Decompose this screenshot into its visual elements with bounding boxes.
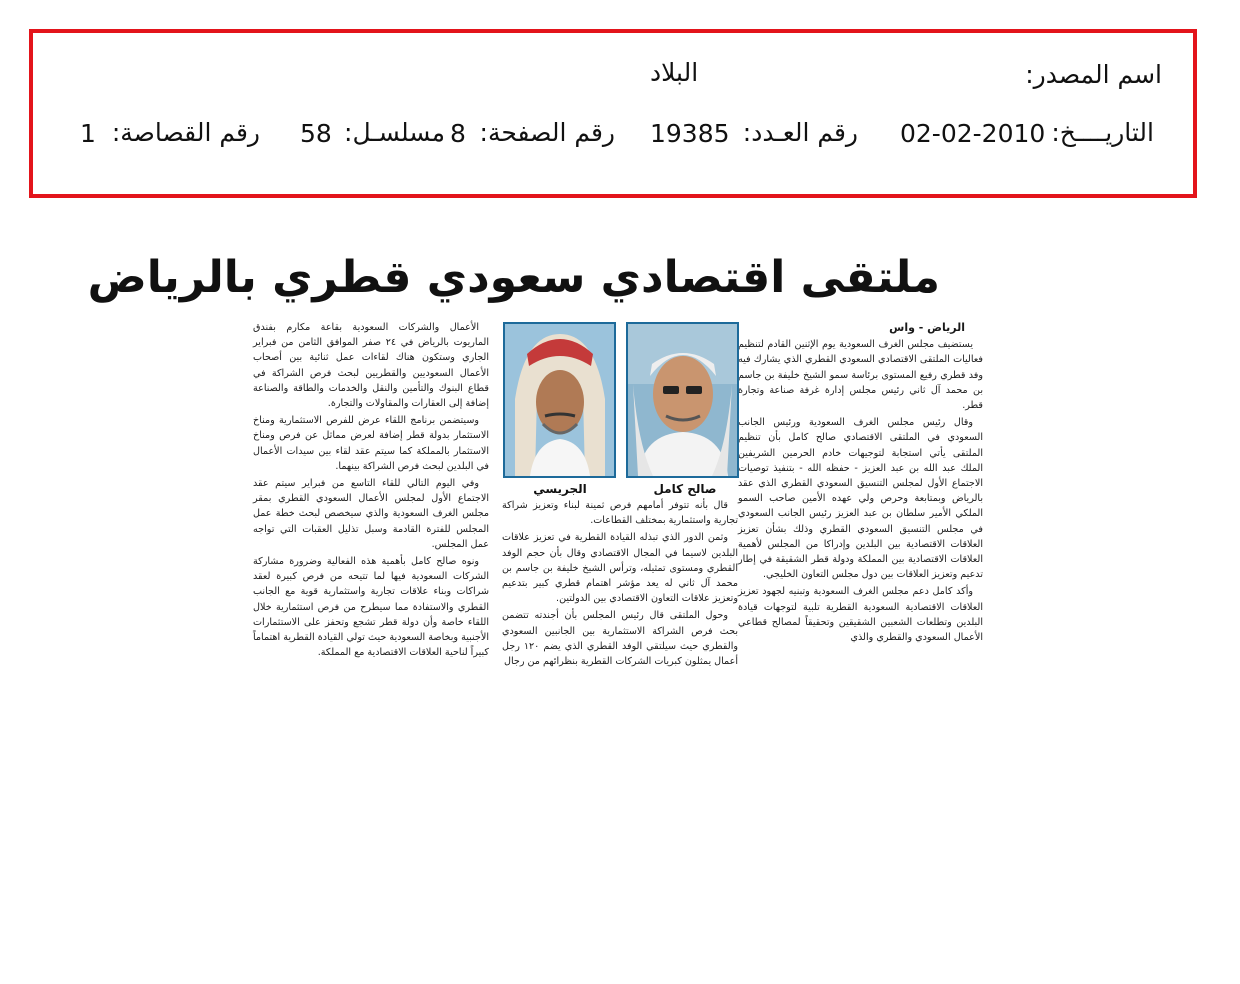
paragraph: قال بأنه تتوفر أمامهم فرص ثمينة لبناء وتعزيز شراكة تجارية واستثمارية بمختلف القطاعات. bbox=[502, 500, 738, 527]
article-dateline: الرياض - واس bbox=[889, 321, 965, 334]
paragraph: يستضيف مجلس الغرف السعودية يوم الإثنين القادم لتنظيم فعاليات الملتقى الاقتصادي السعودي القطري الذي يشارك فيه وفد قطري رفيع المستوى برئاسة سمو الشيخ خليفة بن جاسم بن محمد آل ثاني رئيس مجلس إدارة غرفة صناعة وتجارة قطر. bbox=[738, 339, 983, 412]
issue-value: 19385 bbox=[650, 119, 730, 148]
paragraph: ونوه صالح كامل بأهمية هذه الفعالية وضرورة مشاركة الشركات السعودية فيها لما تتيحه من فرص كبيرة لعقد شراكات وبناء علاقات تجارية واستثمارية قوية مع الجانب القطري والاستفادة مما سيطرح من فرص استثمارية خلال اللقاء خاصة وأن دولة قطر تشجع وتحفز على الاستثمارات الأجنبية وبخاصة السعودية حيث تولي القيادة القطرية اهتماماً كبيراً لناحية العلاقات الاقتصادية مع المملكة. bbox=[253, 556, 489, 659]
article-headline: ملتقى اقتصادي سعودي قطري بالرياض bbox=[87, 252, 940, 303]
source-label: اسم المصدر: bbox=[1025, 60, 1162, 89]
article-column-1 bbox=[738, 320, 983, 647]
portrait-photo-aljuraisy bbox=[503, 322, 616, 478]
page-value: 8 bbox=[450, 119, 466, 148]
paragraph: وثمن الدور الذي تبذله القيادة القطرية في تعزيز علاقات البلدين لاسيما في المجال الاقتصادي وقال بأن حجم الوفد القطري ومستوى تمثيله، وترأس الشيخ خليفة بن جاسم بن محمد آل ثاني له يعد مؤشر اهتمام قطري كبير بتدعيم وتعزيز علاقات التعاون الاقتصادي بين الدولتين. bbox=[502, 532, 738, 605]
serial-value: 58 bbox=[300, 119, 332, 148]
article-column-2 bbox=[502, 498, 738, 671]
paragraph: الأعمال والشركات السعودية بقاعة مكارم بفندق الماريوت بالرياض في ٢٤ صفر الموافق الثامن من فبراير الجاري وستكون هناك لقاءات عمل ثنائية بين أصحاب الأعمال السعوديين والقطريين لبحث فرص الشراكة في قطاع البنوك والتأمين والنقل والخدمات والطاقة والصناعة إضافة إلى العقارات والمقاولات والتجارة. bbox=[253, 322, 489, 410]
paragraph: وسيتضمن برنامج اللقاء عرض للفرص الاستثمارية ومناخ الاستثمار بدولة قطر إضافة لعرض مماثل عن فرص ومناخ الاستثمار بالمملكة كما سيتم عقد لقاء بين سيدات الأعمال في البلدين لبحث فرص الشراكة بينهما. bbox=[253, 415, 489, 472]
paragraph: وحول الملتقى قال رئيس المجلس بأن أجندته تتضمن بحث فرص الشراكة الاستثمارية بين الجانبين السعودي والقطري حيث سيلتقي الوفد القطري الذي يضم ١٢٠ رجل أعمال يمثلون كبريات الشركات القطرية بنظرائهم من رجال bbox=[502, 610, 738, 668]
clip-value: 1 bbox=[80, 119, 96, 148]
issue-label: رقم العـدد: bbox=[742, 118, 858, 147]
paragraph: وفي اليوم التالي للقاء التاسع من فبراير سيتم عقد الاجتماع الأول لمجلس الأعمال السعودي القطري بمقر مجلس الغرف السعودية والذي سيخصص لبحث خطة عمل المجلس للفترة القادمة وسبل تذليل العقبات التي تواجه عمل المجلس. bbox=[253, 478, 489, 550]
source-value: البلاد bbox=[650, 58, 699, 87]
photo-caption: صالح كامل bbox=[653, 482, 717, 496]
date-label: التاريــــخ: bbox=[1051, 118, 1154, 147]
serial-label: مسلسـل: bbox=[344, 118, 445, 147]
article-column-3 bbox=[253, 320, 489, 662]
date-value: 02-02-2010 bbox=[900, 119, 1046, 148]
photo-caption: الجريسي bbox=[533, 482, 587, 496]
page-label: رقم الصفحة: bbox=[479, 118, 615, 147]
paragraph: وأكد كامل دعم مجلس الغرف السعودية وتبنيه لجهود تعزيز العلاقات الاقتصادية السعودية القطرية تلبية لتوجهات قيادة البلدين وتطلعات الشعبين الشقيقين وتحقيقاً لمصالح قطاعي الأعمال السعودي والقطري والذي bbox=[738, 586, 983, 644]
clipping-header-box bbox=[29, 29, 1197, 198]
portrait-photo-icon bbox=[505, 324, 614, 476]
portrait-photo-icon bbox=[628, 324, 737, 476]
portrait-photo-saleh-kamel bbox=[626, 322, 739, 478]
clip-label: رقم القصاصة: bbox=[111, 118, 260, 147]
paragraph: وقال رئيس مجلس الغرف السعودية ورئيس الجانب السعودي في الملتقى الاقتصادي صالح كامل بأن تنظيم الملتقى يأتي استجابة لتوجيهات خادم الحرمين الشريفين الملك عبد الله بن عبد العزيز - حفظه الله - بتنفيذ توصيات الاجتماع الأول لمجلس التنسيق السعودي القطري الذي عقد بالرياض وبمتابعة وحرص ولي عهده الأمين صاحب السمو الملكي الأمير سلطان بن عبد العزيز رئيس الجانب السعودي في مجلس التنسيق السعودي القطري وذلك بشأن تعزيز العلاقات الاقتصادية بين البلدين وإدراكا من المجلس لأهمية العلاقات الاقتصادية بين المملكة ودولة قطر الشقيقة في إطار تدعيم وتعزيز العلاقات بين دول مجلس التعاون الخليجي. bbox=[738, 417, 983, 581]
